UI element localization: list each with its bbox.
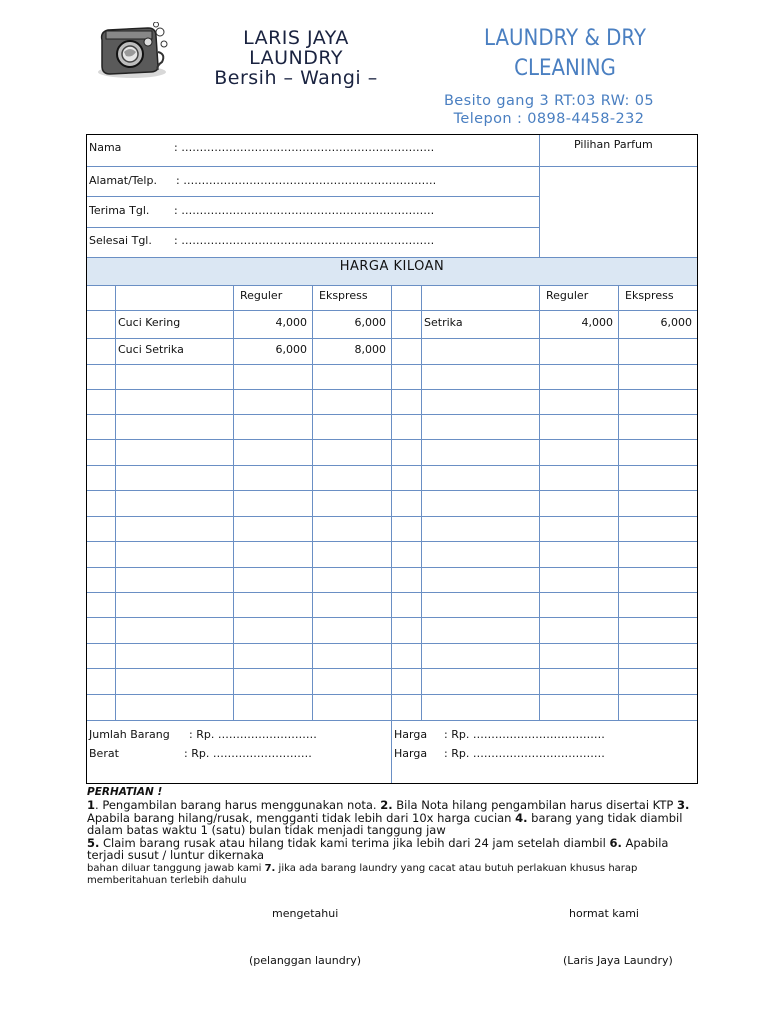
notes-paragraph-2 <box>87 837 697 862</box>
berat-input[interactable]: : Rp. ……………………… <box>184 747 312 760</box>
berat-label: Berat <box>89 747 119 760</box>
note-number: 3. <box>676 798 690 812</box>
col-header-reguler-left: Reguler <box>240 289 283 302</box>
price-table-title: HARGA KILOAN <box>339 259 445 274</box>
item-name: Setrika <box>424 316 463 329</box>
note-text: . Pengambilan barang harus menggunakan nota. <box>95 798 381 812</box>
field-label-nama: Nama <box>89 141 122 154</box>
perfume-label: Pilihan Parfum <box>574 138 653 151</box>
notes-paragraph-1 <box>87 799 697 837</box>
field-input-nama[interactable]: : …………………………………………………………… <box>174 141 435 154</box>
note-text: Bila Nota hilang pengambilan harus disertai KTP <box>392 798 677 812</box>
price-reguler: 6,000 <box>275 343 307 356</box>
col-header-reguler-right: Reguler <box>546 289 589 302</box>
jumlah-label: Jumlah Barang <box>89 728 170 741</box>
field-input-terima[interactable]: : …………………………………………………………… <box>174 204 435 217</box>
washing-machine-logo <box>96 22 168 80</box>
harga-input-2[interactable]: : Rp. ……………………………… <box>444 747 605 760</box>
field-input-alamat[interactable]: : …………………………………………………………… <box>176 174 437 187</box>
signature-left-name: (pelanggan laundry) <box>249 954 362 967</box>
field-label-selesai: Selesai Tgl. <box>89 234 152 247</box>
note-number: 2. <box>380 798 393 812</box>
field-input-selesai[interactable]: : …………………………………………………………… <box>174 234 435 247</box>
address-text: Besito gang 3 RT:03 RW: 05 <box>443 93 655 109</box>
note-text: jika ada barang laundry yang cacat atau butuh perlakuan khusus harap memberitahuan terlebih dahulu <box>87 862 638 886</box>
service-title-line1: LAUNDRY & DRY <box>483 26 647 51</box>
washing-machine-icon <box>96 22 168 80</box>
note-number: 7. <box>264 862 276 874</box>
contact-block <box>420 93 678 128</box>
notes-heading: PERHATIAN ! <box>87 786 163 798</box>
note-text: Claim barang rusak atau hilang tidak kami terima jika lebih dari 24 jam setelah diambil <box>99 835 610 850</box>
service-title <box>471 24 660 84</box>
item-name: Cuci Setrika <box>118 343 184 356</box>
price-ekspress: 8,000 <box>354 343 386 356</box>
brand-block <box>196 28 396 88</box>
signature-right-name: (Laris Jaya Laundry) <box>563 954 673 967</box>
note-text: barang yang tidak diambil dalam batas waktu 1 (satu) bulan tidak menjadi tanggung jaw <box>87 810 683 837</box>
item-name: Cuci Kering <box>118 316 181 329</box>
brand-tagline: Bersih – Wangi – <box>214 67 378 88</box>
service-title-line2: CLEANING <box>514 56 616 81</box>
price-reguler: 4,000 <box>581 316 613 329</box>
harga-label-1: Harga <box>394 728 428 741</box>
col-header-ekspress-right: Ekspress <box>625 289 674 302</box>
price-reguler: 4,000 <box>275 316 307 329</box>
note-number: 1 <box>87 798 96 812</box>
notes-block <box>87 786 697 887</box>
signature-left-label: mengetahui <box>272 907 339 920</box>
price-ekspress: 6,000 <box>354 316 386 329</box>
perfume-input[interactable] <box>540 167 697 257</box>
brand-name-2: LAUNDRY <box>249 47 343 69</box>
phone-text: Telepon : 0898-4458-232 <box>453 110 645 127</box>
note-text: Apabila terjadi susut / luntur dikernaka <box>87 835 669 862</box>
note-text: Apabila barang hilang/rusak, mengganti tidak lebih dari 10x harga cucian <box>87 810 516 825</box>
field-label-terima: Terima Tgl. <box>89 204 150 217</box>
field-label-alamat: Alamat/Telp. <box>89 174 157 187</box>
harga-input-1[interactable]: : Rp. ……………………………… <box>444 728 605 741</box>
brand-name: LARIS JAYA <box>243 28 349 49</box>
harga-label-2: Harga <box>394 747 428 760</box>
price-ekspress: 6,000 <box>660 316 692 329</box>
note-number: 6. <box>609 835 622 850</box>
notes-paragraph-3 <box>87 863 697 887</box>
note-text: bahan diluar tanggung jawab kami <box>87 862 265 874</box>
signature-right-label: hormat kami <box>569 907 639 920</box>
note-number: 5. <box>87 835 100 850</box>
note-number: 4. <box>515 810 528 825</box>
col-header-ekspress-left: Ekspress <box>319 289 368 302</box>
jumlah-input[interactable]: : Rp. ……………………… <box>189 728 317 741</box>
